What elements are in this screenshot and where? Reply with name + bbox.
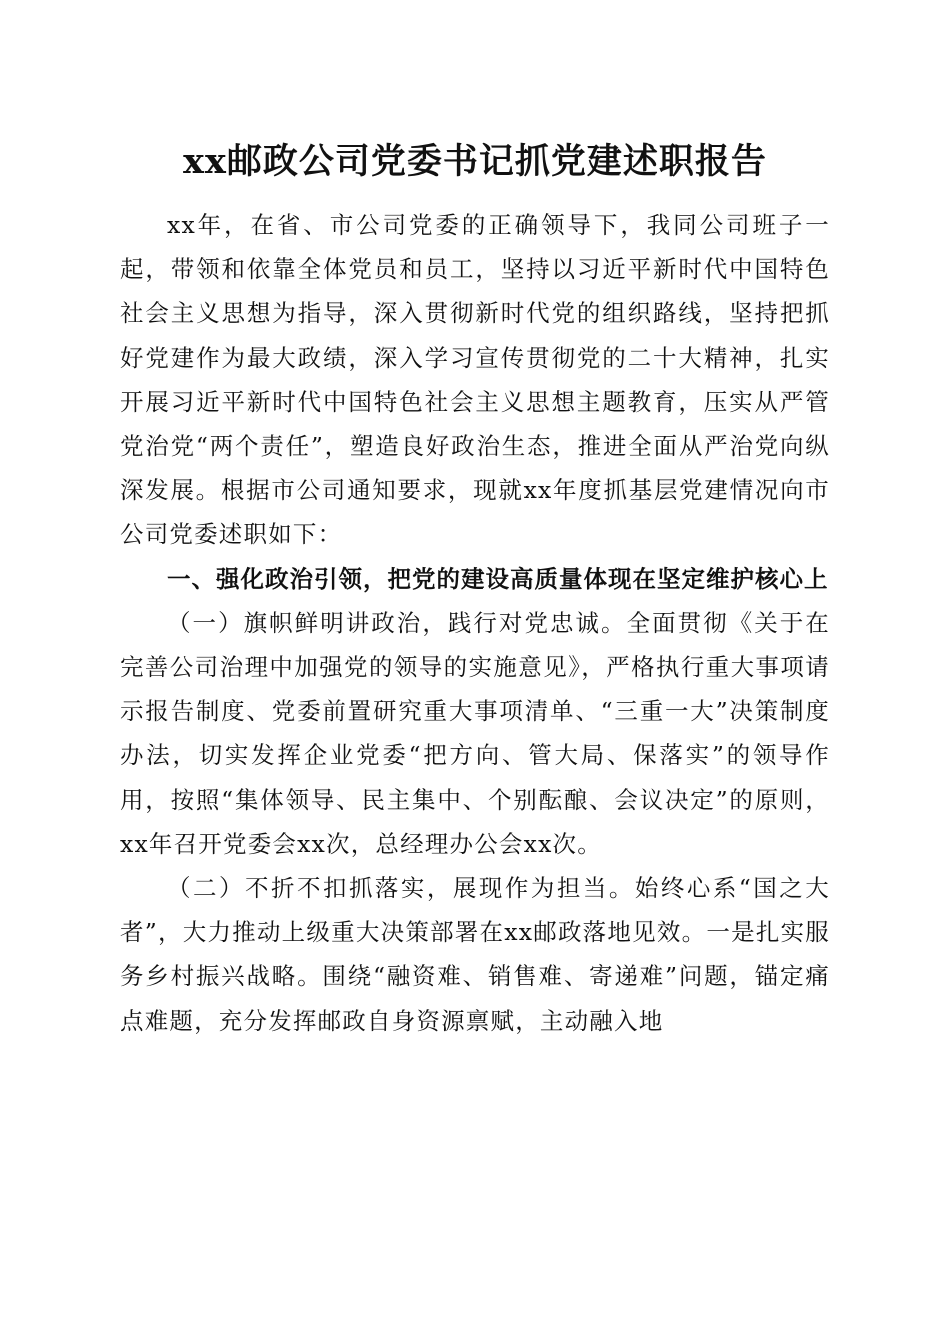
subsection-paragraph-1: （一）旗帜鲜明讲政治，践行对党忠诚。全面贯彻《关于在完善公司治理中加强党的领导的实施意见》，严格执行重大事项请示报告制度、党委前置研究重大事项清单、“三重一大”决策制度办法，切实发挥企业党委“把方向、管大局、保落实”的领导作用，按照“集体领导、民主集中、个别酝酿、会议决定”的原则，xx年召开党委会xx次，总经理办公会xx次。 <box>120 608 830 858</box>
intro-paragraph: xx年，在省、市公司党委的正确领导下，我同公司班子一起，带领和依靠全体党员和员工，坚持以习近平新时代中国特色社会主义思想为指导，深入贯彻新时代党的组织路线，坚持把抓好党建作为最大政绩，深入学习宣传贯彻党的二十大精神，扎实开展习近平新时代中国特色社会主义思想主题教育，压实从严管党治党“两个责任”，塑造良好政治生态，推进全面从严治党向纵深发展。根据市公司通知要求，现就xx年度抓基层党建情况向市公司党委述职如下： <box>120 211 830 549</box>
subsection-paragraph-2: （二）不折不扣抓落实，展现作为担当。始终心系“国之大者”，大力推动上级重大决策部署在xx邮政落地见效。一是扎实服务乡村振兴战略。围绕“融资难、销售难、寄递难”问题，锚定痛点难题，充分发挥邮政自身资源禀赋，主动融入地 <box>120 874 830 1035</box>
section-heading-1: 一、强化政治引领，把党的建设高质量体现在坚定维护核心上 <box>167 564 829 593</box>
document-body <box>120 203 830 1043</box>
document-title: xx邮政公司党委书记抓党建述职报告 <box>183 141 767 182</box>
